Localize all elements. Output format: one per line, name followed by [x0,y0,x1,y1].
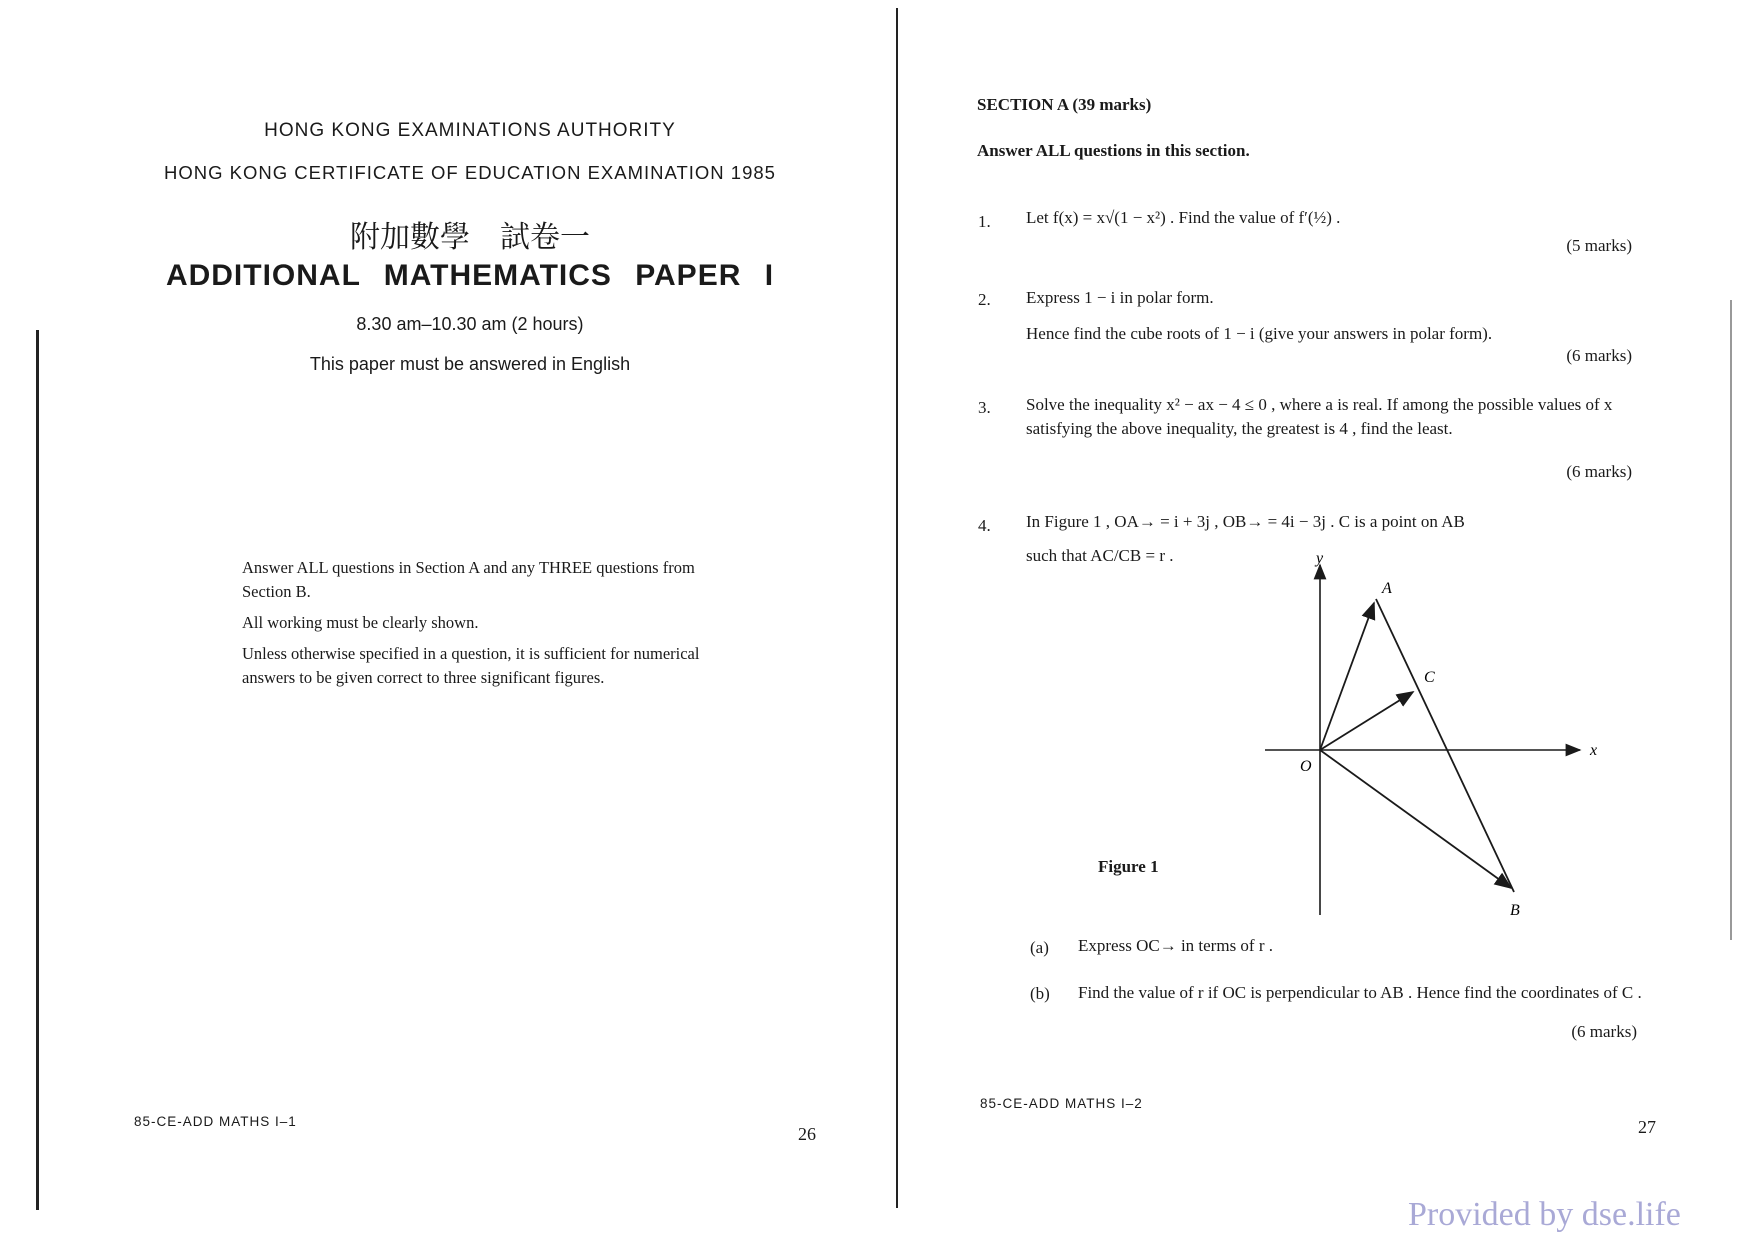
instructions-block [242,556,712,690]
point-b-label: B [1510,902,1520,919]
q2-number: 2. [978,290,991,309]
origin-label: O [1300,758,1312,775]
q4-text: In Figure 1 , OA→ = i + 3j , OB→ = 4i − 3j . C is a point on AB [1026,512,1465,531]
chinese-title: 附加數學 試卷一 [350,221,590,254]
q2-marks: (6 marks) [1566,346,1632,365]
q2-text-2: Hence find the cube roots of 1 − i (give your answers in polar form). [1026,324,1493,343]
exam-heading: HONG KONG CERTIFICATE OF EDUCATION EXAMINATION 1985 [164,162,776,183]
q4-number: 4. [978,516,991,535]
q4b-text: Find the value of r if OC is perpendicular to AB . Hence find the coordinates of C . [1078,983,1642,1002]
y-axis-label: y [1316,555,1324,567]
right-page-code: 85-CE-ADD MATHS I–2 [980,1096,1143,1111]
instruction-1: Answer ALL questions in Section A and any THREE questions from Section B. [242,558,695,601]
point-a-label: A [1382,580,1392,597]
language-note: This paper must be answered in English [309,354,631,374]
q4a-label: (a) [1030,938,1049,957]
figure-caption: Figure 1 [1098,857,1159,876]
q4-marks: (6 marks) [1571,1022,1637,1041]
page-edge-left [36,330,39,1210]
q1-marks: (5 marks) [1566,236,1632,255]
right-page-number: 27 [1638,1117,1656,1137]
watermark: Provided by dse.life [1408,1196,1681,1233]
book-spine [896,8,898,1208]
left-page-number: 26 [798,1124,816,1144]
page-edge-right [1730,300,1732,940]
figure-1 [1250,555,1620,925]
left-page-code: 85-CE-ADD MATHS I–1 [134,1114,297,1129]
paper-title: ADDITIONAL MATHEMATICS PAPER I [165,259,775,292]
q1-text: Let f(x) = x√(1 − x²) . Find the value of f′(½) . [1026,208,1341,227]
section-instruction: Answer ALL questions in this section. [977,141,1250,160]
exam-time: 8.30 am–10.30 am (2 hours) [356,314,584,334]
authority-heading: HONG KONG EXAMINATIONS AUTHORITY [264,120,676,141]
vector-oc [1320,692,1413,750]
q4b-label: (b) [1030,984,1050,1003]
x-axis-label: x [1590,742,1598,759]
instruction-3: Unless otherwise specified in a question, it is sufficient for numerical answers to be given correct to three significant figures. [242,644,700,687]
vector-oa [1320,603,1374,750]
q3-text: Solve the inequality x² − ax − 4 ≤ 0 , where a is real. If among the possible values of x satisfying the above inequality, the greatest is 4 , find the least. [1026,395,1613,438]
q4a-text: Express OC→ in terms of r . [1078,936,1274,955]
vector-ob [1320,750,1511,888]
q2-text: Express 1 − i in polar form. [1026,288,1214,307]
q1-number: 1. [978,212,991,231]
point-c-label: C [1424,669,1435,686]
q4-text-2: such that AC/CB = r . [1026,546,1174,565]
section-title: SECTION A (39 marks) [977,95,1152,114]
segment-ab [1376,599,1514,892]
q3-number: 3. [978,398,991,417]
q3-marks: (6 marks) [1566,462,1632,481]
instruction-2: All working must be clearly shown. [242,613,479,632]
